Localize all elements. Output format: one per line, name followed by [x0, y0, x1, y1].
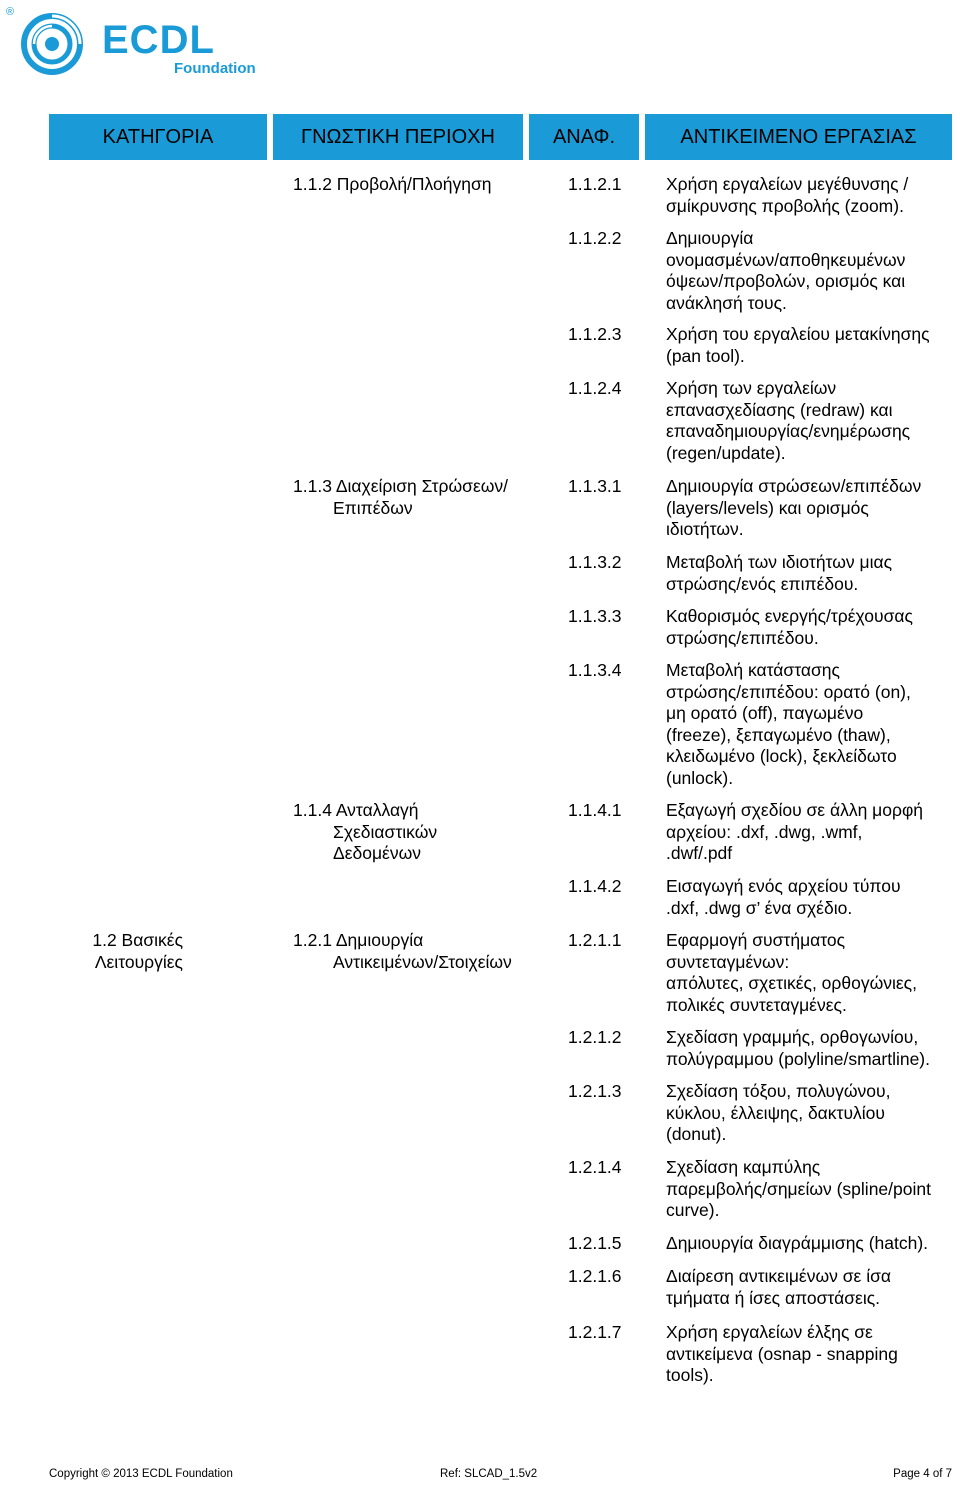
header-knowledge-area: ΓΝΩΣΤΙΚΗ ΠΕΡΙΟΧΗ — [273, 114, 523, 160]
row-task — [666, 552, 956, 595]
task-line: curve). — [666, 1200, 720, 1220]
footer-ref: Ref: SLCAD_1.5v2 — [440, 1468, 538, 1480]
row-task — [666, 1266, 956, 1309]
row-ref: 1.2.1.1 — [568, 930, 622, 950]
task-line: Μεταβολή κατάστασης — [666, 660, 840, 680]
row-ref: 1.1.4.1 — [568, 800, 622, 820]
task-line: μη ορατό (off), παγωμένο — [666, 703, 864, 723]
task-line: Δημιουργία στρώσεων/επιπέδων — [666, 476, 922, 496]
task-line: αντικείμενα (osnap - snapping — [666, 1343, 898, 1364]
row-ref: 1.2.1.2 — [568, 1027, 622, 1047]
ecdl-logo — [6, 6, 256, 80]
task-line: αρχείου: .dxf, .dwg, .wmf, — [666, 821, 863, 842]
task-line: tools). — [666, 1365, 714, 1385]
row-ref: 1.1.3.3 — [568, 606, 622, 626]
category-line: Λειτουργίες — [94, 951, 183, 972]
row-task — [666, 1322, 956, 1387]
row-ref: 1.1.3.1 — [568, 476, 622, 496]
task-line: Δημιουργία διαγράμμισης (hatch). — [666, 1233, 929, 1253]
task-line: Χρήση του εργαλείου μετακίνησης — [666, 324, 930, 344]
task-line: Σχεδίαση καμπύλης — [666, 1157, 821, 1177]
task-line: Χρήση εργαλείων μεγέθυνσης / — [666, 174, 909, 194]
task-line: ιδιοτήτων. — [666, 519, 744, 539]
task-line: στρώσης/επιπέδου: ορατό (on), — [666, 681, 911, 702]
task-line: Εισαγωγή ενός αρχείου τύπου — [666, 876, 901, 896]
task-line: (donut). — [666, 1124, 727, 1144]
row-ref: 1.2.1.4 — [568, 1157, 622, 1177]
row-task — [666, 1157, 956, 1222]
area-line: 1.2.1 Δημιουργία — [293, 930, 424, 950]
task-line: .dxf, .dwg σ’ ένα σχέδιο. — [666, 897, 853, 918]
row-task — [666, 606, 956, 649]
row-task — [666, 228, 956, 314]
task-line: Καθορισμός ενεργής/τρέχουσας — [666, 606, 913, 626]
area-line: 1.1.4 Ανταλλαγή — [293, 800, 419, 820]
area-line: 1.1.2 Προβολή/Πλοήγηση — [293, 174, 492, 194]
task-line: Σχεδίαση τόξου, πολυγώνου, — [666, 1081, 891, 1101]
task-line: Εφαρμογή συστήματος — [666, 930, 846, 950]
task-line: ονομασμένων/αποθηκευμένων — [666, 249, 906, 270]
row-task — [666, 1081, 956, 1146]
row-ref: 1.2.1.3 — [568, 1081, 622, 1101]
row-ref: 1.1.3.2 — [568, 552, 622, 572]
row-task — [666, 876, 956, 919]
area-cell — [293, 476, 528, 519]
header-category: ΚΑΤΗΓΟΡΙΑ — [49, 114, 267, 160]
footer-copyright: Copyright © 2013 ECDL Foundation — [49, 1468, 233, 1480]
area-cell — [293, 800, 528, 865]
category-cell — [49, 930, 183, 973]
task-line: ανάκλησή τους. — [666, 292, 787, 313]
task-line: απόλυτες, σχετικές, ορθογώνιες, — [666, 973, 917, 993]
area-line: Δεδομένων — [333, 843, 422, 863]
task-line: τμήματα ή ίσες αποστάσεις. — [666, 1287, 880, 1308]
task-line: συντεταγμένων: — [666, 951, 790, 972]
area-line: 1.1.3 Διαχείριση Στρώσεων/ — [293, 476, 509, 496]
row-task — [666, 930, 956, 1016]
row-task — [666, 174, 956, 217]
task-line: (regen/update). — [666, 442, 786, 463]
task-line: Μεταβολή των ιδιοτήτων μιας — [666, 552, 893, 572]
row-ref: 1.1.2.2 — [568, 228, 622, 248]
row-task — [666, 378, 956, 464]
task-line: στρώσης/επιπέδου. — [666, 627, 819, 648]
row-ref: 1.1.3.4 — [568, 660, 622, 680]
row-ref: 1.1.2.4 — [568, 378, 622, 398]
category-line: 1.2 Βασικές — [92, 930, 183, 950]
task-line: (freeze), ξεπαγωμένο (thaw), — [666, 724, 891, 745]
table-header — [49, 114, 952, 160]
area-line: Επιπέδων — [333, 497, 413, 518]
area-line: Σχεδιαστικών — [333, 821, 438, 842]
task-line: Σχεδίαση γραμμής, ορθογωνίου, — [666, 1027, 919, 1047]
row-task — [666, 1233, 956, 1255]
row-ref: 1.2.1.6 — [568, 1266, 622, 1286]
row-ref: 1.1.4.2 — [568, 876, 622, 896]
header-task-item: ΑΝΤΙΚΕΙΜΕΝΟ ΕΡΓΑΣΙΑΣ — [645, 114, 952, 160]
task-line: Διαίρεση αντικειμένων σε ίσα — [666, 1266, 892, 1286]
row-task — [666, 660, 956, 789]
row-ref: 1.2.1.5 — [568, 1233, 622, 1253]
task-line: (layers/levels) και ορισμός — [666, 497, 869, 518]
logo-subtitle: Foundation — [174, 60, 256, 77]
row-task — [666, 324, 956, 367]
row-task — [666, 1027, 956, 1070]
task-line: όψεων/προβολών, ορισμός και — [666, 271, 906, 291]
registered-mark: ® — [6, 6, 15, 18]
task-line: κλειδωμένο (lock), ξεκλείδωτο — [666, 746, 897, 766]
ecdl-ring-logo-icon — [16, 8, 92, 80]
task-line: επαναδημιουργίας/ενημέρωσης — [666, 421, 911, 441]
logo-wordmark: ECDL — [102, 18, 215, 62]
task-line: Χρήση των εργαλείων — [666, 378, 837, 398]
header-ref: ΑΝΑΦ. — [529, 114, 639, 160]
task-line: (unlock). — [666, 767, 734, 788]
task-line: Δημιουργία — [666, 228, 754, 248]
row-ref: 1.1.2.3 — [568, 324, 622, 344]
area-line: Αντικειμένων/Στοιχείων — [333, 951, 512, 972]
task-line: επανασχεδίασης (redraw) και — [666, 399, 893, 420]
row-ref: 1.2.1.7 — [568, 1322, 622, 1342]
row-task — [666, 800, 956, 865]
task-line: (pan tool). — [666, 345, 745, 366]
area-cell — [293, 174, 528, 196]
task-line: πολύγραμμου (polyline/smartline). — [666, 1048, 930, 1069]
row-task — [666, 476, 956, 541]
task-line: σμίκρυνσης προβολής (zoom). — [666, 195, 904, 216]
task-line: στρώσης/ενός επιπέδου. — [666, 573, 859, 594]
task-line: κύκλου, έλλειψης, δακτυλίου — [666, 1102, 885, 1123]
footer-page-number: Page 4 of 7 — [893, 1468, 952, 1480]
task-line: Χρήση εργαλείων έλξης σε — [666, 1322, 873, 1342]
row-ref: 1.1.2.1 — [568, 174, 622, 194]
area-cell — [293, 930, 528, 973]
task-line: πολικές συντεταγμένες. — [666, 994, 847, 1015]
task-line: παρεμβολής/σημείων (spline/point — [666, 1178, 931, 1199]
task-line: Εξαγωγή σχεδίου σε άλλη μορφή — [666, 800, 924, 820]
task-line: .dwf/.pdf — [666, 843, 733, 863]
